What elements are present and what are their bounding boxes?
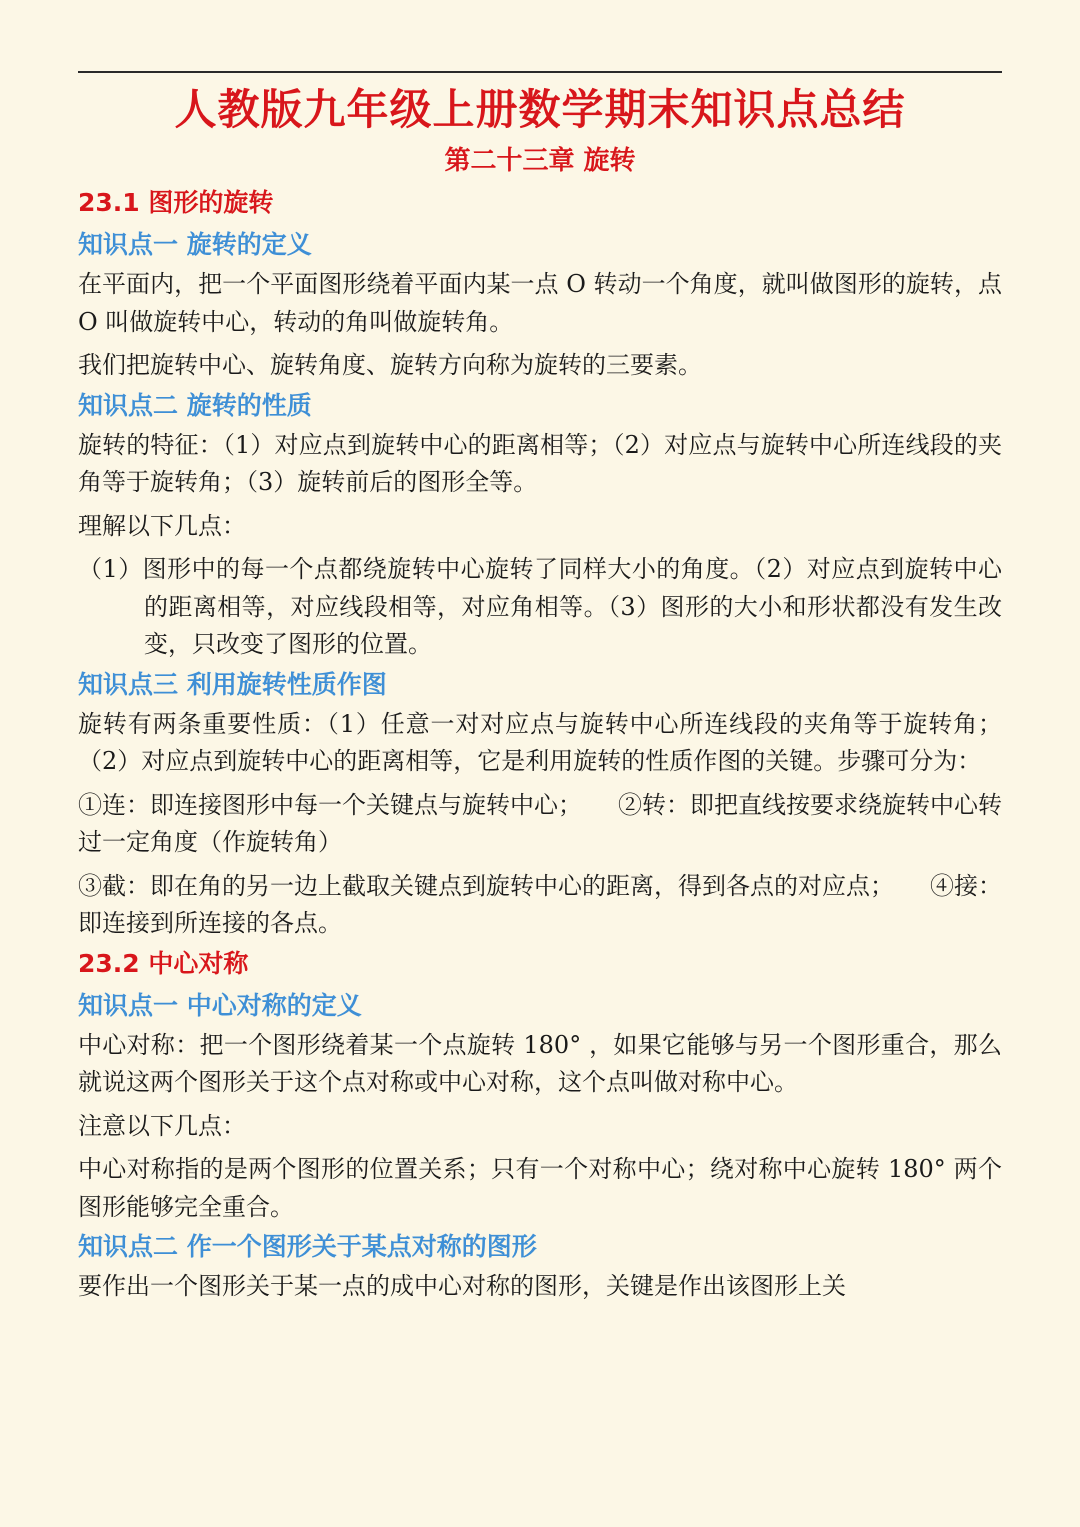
document-content — [78, 80, 1002, 1306]
section-heading: 23.2 中心对称 — [78, 948, 249, 978]
list-paragraph: （1）图形中的每一个点都绕旋转中心旋转了同样大小的角度。（2）对应点到旋转中心的距离相等，对应线段相等，对应角相等。（3）图形的大小和形状都没有发生改变，只改变了图形的位置。 — [78, 555, 1002, 658]
paragraph: 中心对称指的是两个图形的位置关系；只有一个对称中心；绕对称中心旋转 180° 两个图形能够完全重合。 — [78, 1155, 1002, 1221]
paragraph: 旋转有两条重要性质：（1）任意一对对应点与旋转中心所连线段的夹角等于旋转角；（2）对应点到旋转中心的距离相等，它是利用旋转的性质作图的关键。步骤可分为： — [78, 709, 1002, 775]
paragraph: 旋转的特征：（1）对应点到旋转中心的距离相等；（2）对应点与旋转中心所连线段的夹角等于旋转角；（3）旋转前后的图形全等。 — [78, 430, 1002, 496]
paragraph: 注意以下几点： — [78, 1111, 246, 1140]
chapter-heading: 第二十三章 旋转 — [444, 146, 636, 176]
paragraph: 要作出一个图形关于某一点的成中心对称的图形，关键是作出该图形上关 — [78, 1272, 846, 1300]
knowledge-point-heading: 知识点一 旋转的定义 — [78, 230, 312, 259]
step-paragraph: ①连：即连接图形中每一个关键点与旋转中心； ②转：即把直线按要求绕旋转中心转过一定角度（作旋转角） — [78, 790, 1002, 856]
step-paragraph: ③截：即在角的另一边上截取关键点到旋转中心的距离，得到各点的对应点； ④接：即连接到所连接的各点。 — [78, 871, 1002, 937]
paragraph: 理解以下几点： — [78, 511, 246, 540]
knowledge-point-heading: 知识点三 利用旋转性质作图 — [78, 669, 387, 699]
top-divider — [78, 71, 1002, 73]
knowledge-point-heading: 知识点一 中心对称的定义 — [78, 990, 362, 1020]
document-title: 人教版九年级上册数学期末知识点总结 — [174, 85, 906, 134]
section-heading: 23.1 图形的旋转 — [78, 188, 274, 217]
paragraph: 中心对称：把一个图形绕着某一个点旋转 180° ，如果它能够与另一个图形重合，那么就说这两个图形关于这个点对称或中心对称，这个点叫做对称中心。 — [78, 1030, 1002, 1096]
knowledge-point-heading: 知识点二 旋转的性质 — [78, 390, 312, 420]
knowledge-point-heading: 知识点二 作一个图形关于某点对称的图形 — [78, 1232, 537, 1261]
paragraph: 我们把旋转中心、旋转角度、旋转方向称为旋转的三要素。 — [78, 351, 702, 379]
paragraph: 在平面内，把一个平面图形绕着平面内某一点 O 转动一个角度，就叫做图形的旋转，点 O 叫做旋转中心，转动的角叫做旋转角。 — [78, 270, 1002, 336]
